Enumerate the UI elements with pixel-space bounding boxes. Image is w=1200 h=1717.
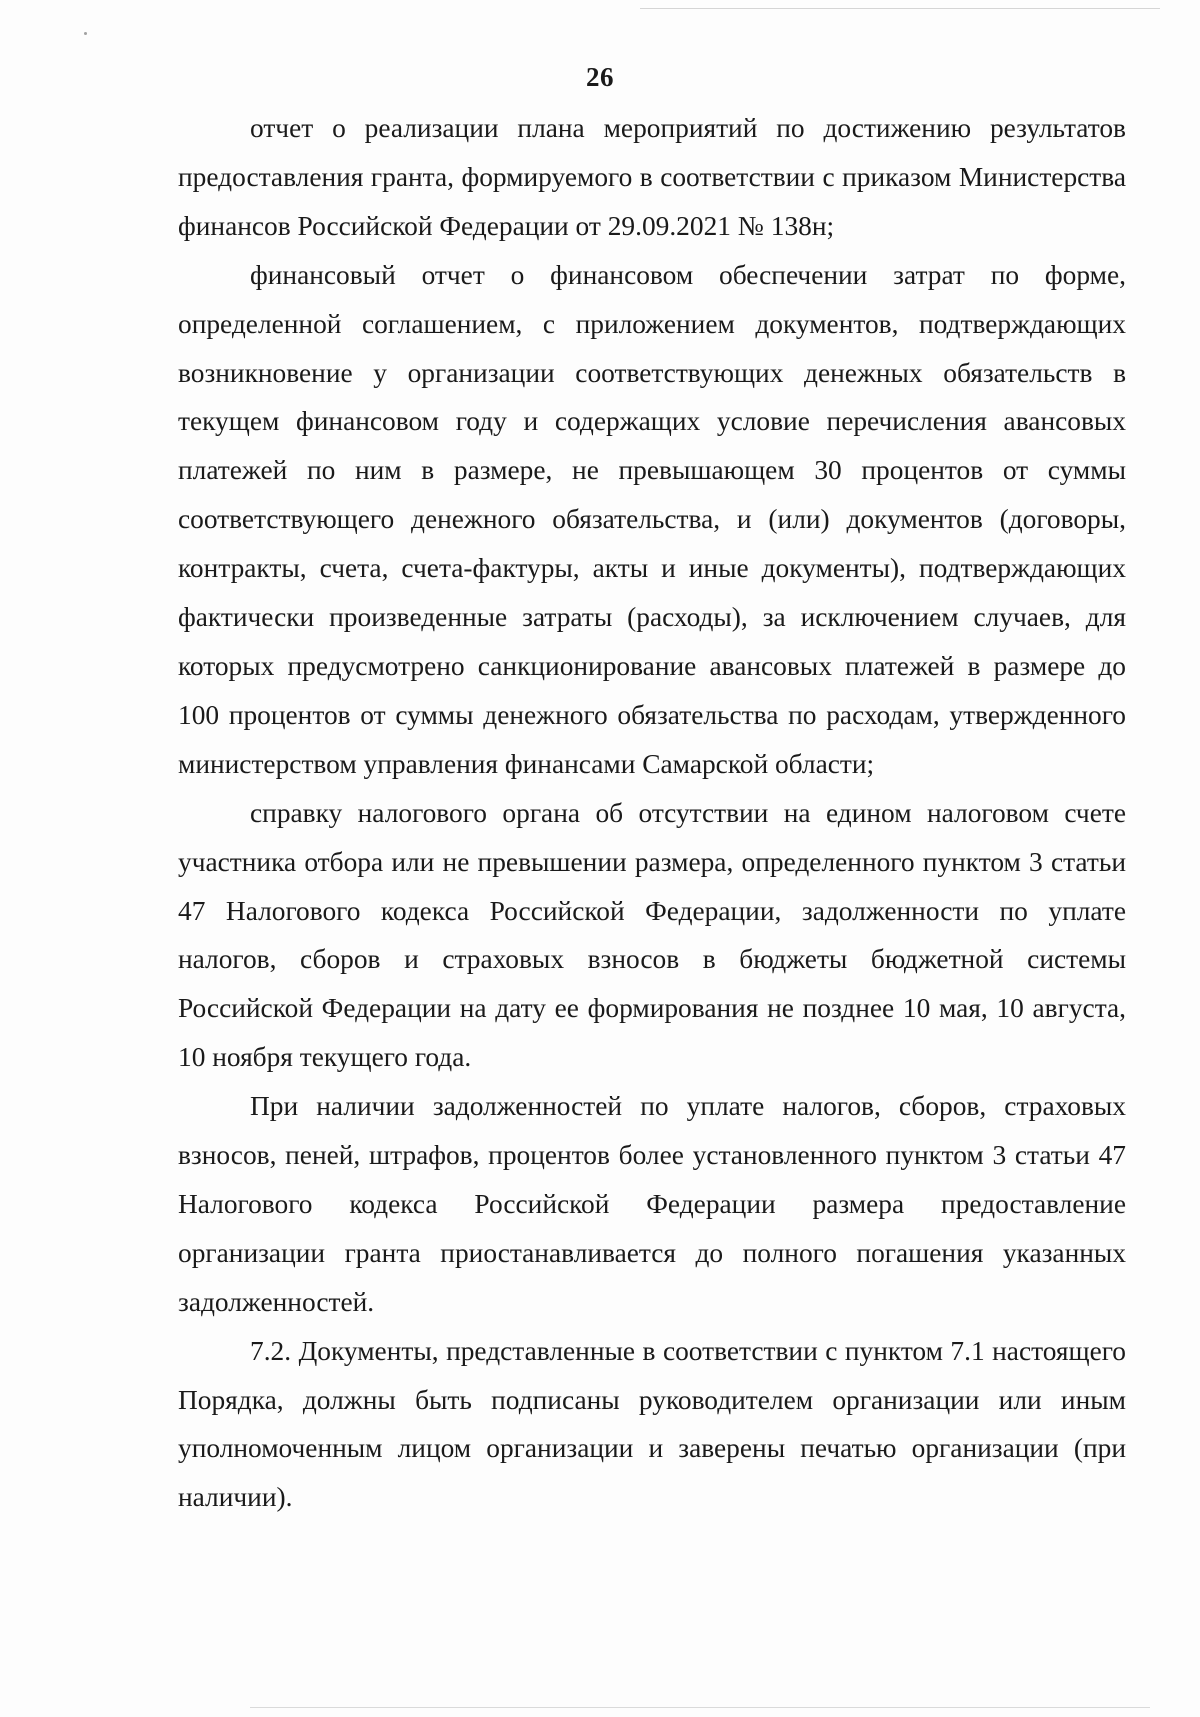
paragraph-debt-suspension: При наличии задолженностей по уплате налогов, сборов, страховых взносов, пеней, штрафов, процентов более установленного пунктом 3 статьи 47 Налогового кодекса Российской Федерации размера предоставление организации гранта приостанавливается до полного погашения указанных задолженностей. [178, 1091, 1126, 1317]
scan-line-bottom [250, 1707, 1150, 1708]
paragraph-section-7-2: 7.2. Документы, представленные в соответствии с пунктом 7.1 настоящего Порядка, должны быть подписаны руководителем организации или иным уполномоченным лицом организации и заверены печатью организации (при наличии). [178, 1335, 1126, 1513]
page-number: 26 [586, 62, 614, 92]
paragraph-report-plan: отчет о реализации плана мероприятий по достижению результатов предоставления гранта, формируемого в соответствии с приказом Министерства финансов Российской Федерации от 29.09.2021 № 138н; [178, 113, 1126, 241]
scan-line-top [640, 8, 1160, 9]
paragraph-financial-report: финансовый отчет о финансовом обеспечении затрат по форме, определенной соглашением, с приложением документов, подтверждающих возникновение у организации соответствующих денежных обязательств в текущем финансовом году и содержащих условие перечисления авансовых платежей по ним в размере, не превышающем 30 процентов от суммы соответствующего денежного обязательства, и (или) документов (договоры, контракты, счета, счета-фактуры, акты и иные документы), подтверждающих фактически произведенные затраты (расходы), за исключением случаев, для которых предусмотрено санкционирование авансовых платежей в размере до 100 процентов от суммы денежного обязательства по расходам, утвержденного министерством управления финансами Самарской области; [178, 259, 1126, 779]
document-body [178, 104, 1126, 1522]
scan-dot [84, 32, 87, 35]
paragraph-tax-certificate: справку налогового органа об отсутствии на едином налоговом счете участника отбора или не превышении размера, определенного пунктом 3 статьи 47 Налогового кодекса Российской Федерации, задолженности по уплате налогов, сборов и страховых взносов в бюджеты бюджетной системы Российской Федерации на дату ее формирования не позднее 10 мая, 10 августа, 10 ноября текущего года. [178, 797, 1126, 1073]
